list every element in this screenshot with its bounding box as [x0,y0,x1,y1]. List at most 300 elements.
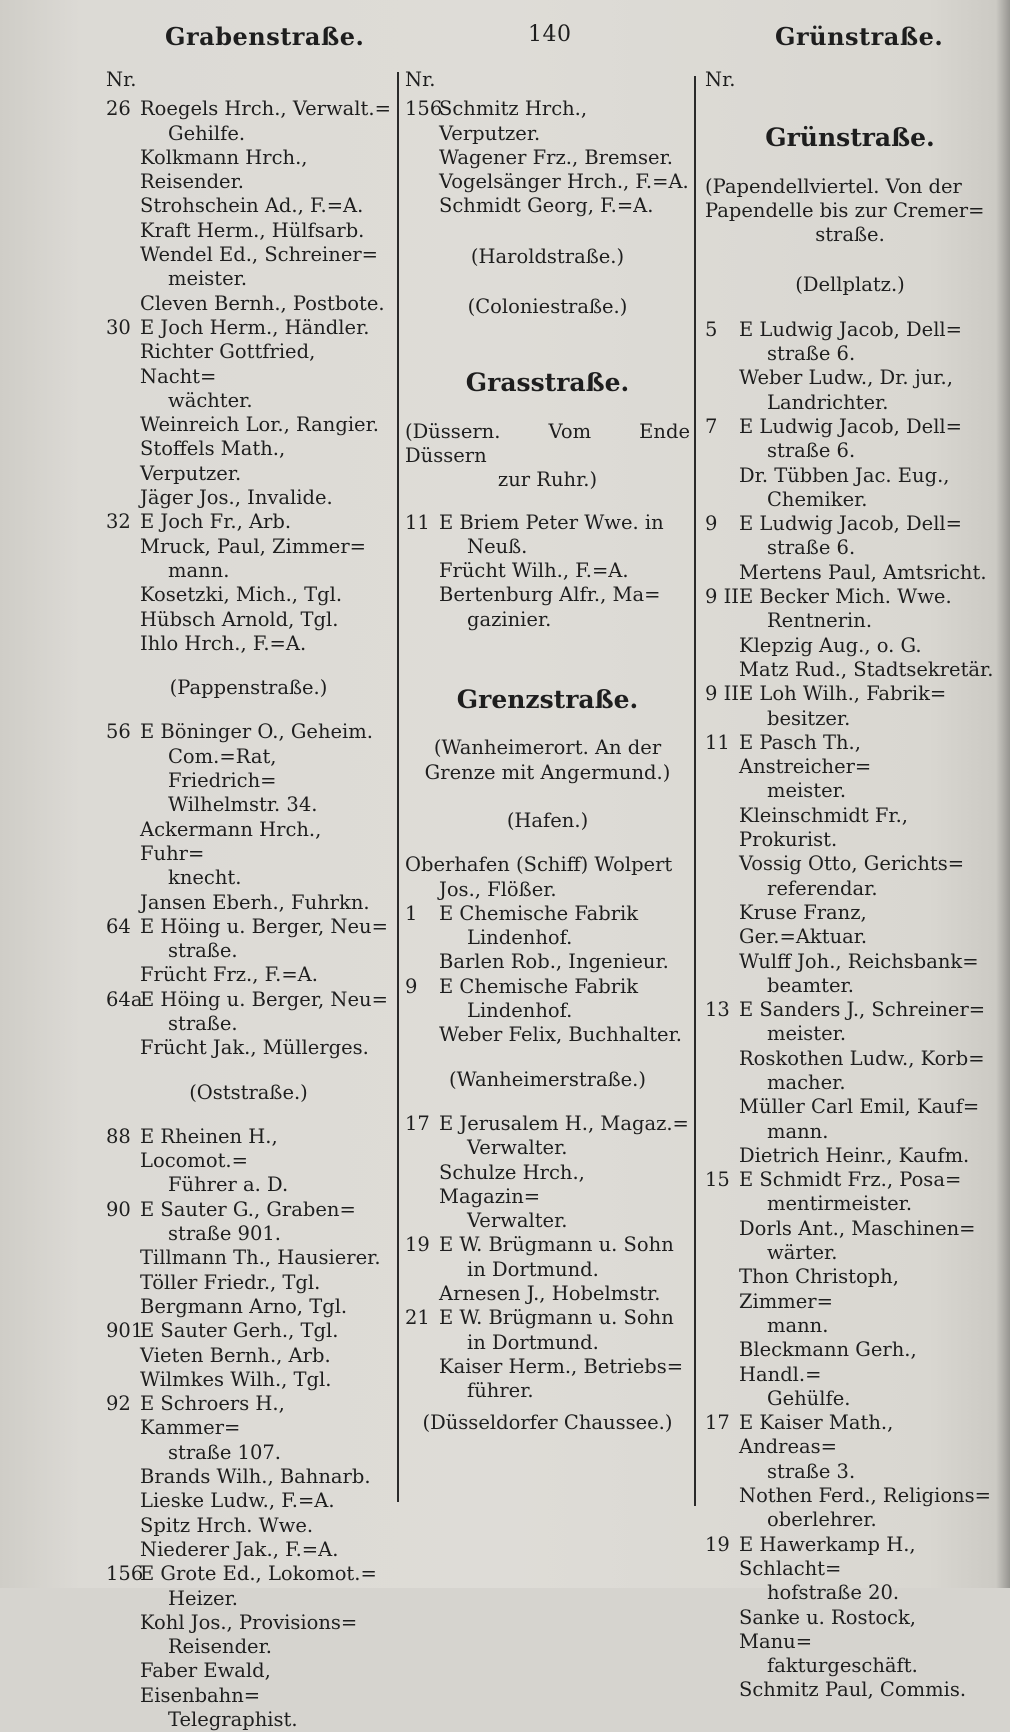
entry-line: E Sanders J., Schreiner= [739,998,986,1022]
entry-line: Vossig Otto, Gerichts= [739,852,965,876]
entry-text [140,1538,391,1562]
directory-entry [705,415,995,464]
entry-text [140,340,391,413]
directory-entry [705,634,995,658]
entry-text [439,1161,690,1234]
directory-entry [106,413,391,437]
entry-line: Roegels Hrch., Verwalt.= [140,97,391,121]
entry-continuation: straße 6. [767,439,856,463]
entry-continuation: Heizer. [168,1586,238,1610]
street-subheading: (Dellplatz.) [795,273,905,297]
entry-continuation: hofstraße 20. [767,1581,900,1605]
entry-line: Cleven Bernh., Postbote. [140,291,385,315]
spacer [405,493,690,511]
description-line: straße. [815,223,885,247]
directory-entry [106,1198,391,1247]
entry-list [705,318,995,1703]
entry-continuation: mann. [767,1119,829,1143]
nr-label: Nr. [405,68,436,91]
entry-text [739,1047,995,1096]
entry-continuation: Com.=Rat, Friedrich= [168,744,277,793]
entry-text [739,512,995,561]
entry-line: E Kaiser Math., Andreas= [739,1411,894,1459]
directory-entry [106,1271,391,1295]
entry-line: Kaiser Herm., Betriebs= [439,1354,684,1378]
entry-line: Müller Carl Emil, Kauf= [739,1095,980,1119]
entry-continuation: straße 3. [767,1459,856,1483]
entry-line: E Höing u. Berger, Neu= [140,914,388,938]
directory-entry [405,853,690,902]
entry-continuation: macher. [767,1070,846,1094]
entry-text [140,146,391,195]
entry-line: Schmidt Georg, F.=A. [439,194,654,218]
entry-text [140,988,391,1037]
entry-list [106,97,391,656]
directory-entry [705,1095,995,1144]
entry-text [439,1233,690,1282]
entry-line: Mruck, Paul, Zimmer= [140,534,367,558]
entry-text [439,1282,690,1306]
entry-text [140,1368,391,1392]
entry-text [140,1465,391,1489]
street-subheading: (Wanheimerstraße.) [449,1067,646,1091]
entry-text [140,1562,391,1611]
house-number: 32 [106,510,131,534]
column-rule-1 [397,72,399,1502]
house-number: 5 [705,317,718,341]
entry-line: Jäger Jos., Invalide. [140,486,333,510]
house-number: 15 [705,1168,730,1192]
directory-entry [705,1265,995,1338]
entry-text [439,975,690,1024]
entry-continuation: in Dortmund. [467,1330,599,1354]
entry-text [739,634,995,658]
directory-entry [705,1411,995,1484]
entry-line: E Joch Fr., Arb. [140,510,292,534]
entry-continuation: wächter. [168,388,253,412]
entry-continuation: Gehülfe. [767,1386,851,1410]
entry-line: Frücht Jak., Müllerges. [140,1036,369,1060]
entry-line: Nothen Ferd., Religions= [739,1484,991,1508]
entry-text [140,243,391,292]
directory-entry [705,658,995,682]
entry-line: E Jerusalem H., Magaz.= [439,1111,689,1135]
entry-text [439,583,690,632]
street-description [405,736,690,785]
entry-text [739,1411,995,1484]
directory-entry [106,1368,391,1392]
house-number: 13 [705,998,730,1022]
entry-text [140,316,391,340]
entry-continuation: Wilhelmstr. 34. [168,793,318,817]
entry-text [439,194,690,218]
directory-entry [705,1217,995,1266]
entry-line: Dorls Ant., Maschinen= [739,1216,976,1240]
directory-entry [705,1168,995,1217]
entry-line: Niederer Jak., F.=A. [140,1537,339,1561]
entry-text [140,1514,391,1538]
entry-line: Schulze Hrch., Magazin= [439,1160,585,1208]
entry-list [405,853,690,1047]
entry-text [439,1355,690,1404]
directory-entry [405,975,690,1024]
directory-entry [106,1562,391,1611]
entry-line: Mertens Paul, Amtsricht. [739,560,987,584]
entry-list [106,720,391,1060]
street-heading: Grenzstraße. [456,685,639,715]
entry-text [739,1144,995,1168]
directory-entry [106,891,391,915]
directory-entry [705,1606,995,1679]
entry-text [739,1095,995,1144]
directory-entry [405,902,690,951]
entry-text [739,1168,995,1217]
entry-text [739,731,995,804]
header-right-street: Grünstraße. [775,22,944,51]
directory-entry [405,950,690,974]
description-line: zur Ruhr.) [497,468,598,492]
directory-entry [106,1125,391,1198]
entry-line: E Chemische Fabrik [439,901,639,925]
house-number: 9 [405,974,418,998]
directory-entry [705,1678,995,1702]
entry-line: Ihlo Hrch., F.=A. [140,631,307,655]
directory-entry [106,608,391,632]
entry-line: E Chemische Fabrik [439,974,639,998]
house-number: 156 [106,1562,144,1586]
directory-entry [106,1344,391,1368]
entry-text [140,97,391,146]
entry-text [739,561,995,585]
column-rule-2 [694,76,696,1506]
entry-text [140,963,391,987]
entry-line: E W. Brügmann u. Sohn [439,1233,674,1257]
entry-line: Weinreich Lor., Rangier. [140,413,379,437]
house-number: 56 [106,720,131,744]
entry-line: Kruse Franz, Ger.=Aktuar. [739,900,868,949]
house-number: 64 [106,914,131,938]
entry-line: Kleinschmidt Fr., Prokurist. [739,803,908,852]
entry-continuation: gazinier. [467,607,552,631]
directory-entry [405,97,690,146]
street-subheading: (Oststraße.) [189,1080,308,1104]
directory-entry [106,818,391,891]
house-number: 11 [705,730,730,754]
house-number: 7 [705,414,718,438]
entry-line: Kohl Jos., Provisions= [140,1610,358,1634]
directory-entry [106,1538,391,1562]
entry-line: E Grote Ed., Lokomot.= [140,1562,377,1586]
house-number: 19 [405,1233,430,1257]
directory-entry [705,585,995,634]
entry-line: E Ludwig Jacob, Dell= [739,317,963,341]
entry-continuation: straße. [168,939,238,963]
entry-text [439,1306,690,1355]
entry-continuation: Reisender. [168,1635,272,1659]
entry-line: E Becker Mich. Wwe. [739,585,952,609]
entry-continuation: Lindenhof. [467,926,573,950]
description-line: (Papendellviertel. Von der [705,174,962,198]
directory-entry [405,170,690,194]
entry-text [739,585,995,634]
entry-text [140,818,391,891]
street-description [405,420,690,493]
entry-line: Frücht Wilh., F.=A. [439,559,629,583]
entry-text [739,682,995,731]
entry-line: Bergmann Arno, Tgl. [140,1294,348,1318]
entry-text [439,97,690,146]
description-line: Papendelle bis zur Cremer= [705,198,985,222]
directory-entry [106,583,391,607]
entry-line: Dietrich Heinr., Kaufm. [739,1143,970,1167]
directory-entry [705,1338,995,1411]
directory-entry [705,1047,995,1096]
directory-entry [106,219,391,243]
directory-entry [106,243,391,292]
directory-entry [106,1036,391,1060]
entry-continuation: meister. [168,267,248,291]
entry-list [405,97,690,218]
entry-text [140,1319,391,1343]
entry-line: Bleckmann Gerh., Handl.= [739,1338,917,1386]
entry-continuation: straße 107. [168,1440,281,1464]
entry-line: E Loh Wilh., Fabrik= [739,682,947,706]
entry-text [140,583,391,607]
directory-entry [705,464,995,513]
entry-continuation: Lindenhof. [467,999,573,1023]
entry-line: Richter Gottfried, Nacht= [140,340,316,388]
entry-text [140,1344,391,1368]
entry-continuation: mann. [168,558,230,582]
directory-entry [106,194,391,218]
entry-line: Kosetzki, Mich., Tgl. [140,583,343,607]
entry-text [140,510,391,534]
entry-line: Strohschein Ad., F.=A. [140,194,364,218]
entry-text [739,464,995,513]
entry-continuation: straße. [168,1011,238,1035]
directory-entry [405,1112,690,1161]
entry-text [439,1023,690,1047]
house-number: 88 [106,1124,131,1148]
entry-text [739,1484,995,1533]
entry-text [739,1533,995,1606]
entry-line: E Joch Herm., Händler. [140,315,370,339]
directory-entry [705,318,995,367]
entry-text [140,413,391,437]
directory-entry [705,1144,995,1168]
directory-entry [106,1246,391,1270]
entry-text [140,292,391,316]
street-description [705,175,995,248]
entry-text [739,901,995,950]
entry-line: Dr. Tübben Jac. Eug., [739,463,950,487]
directory-entry [405,1023,690,1047]
entry-text [439,950,690,974]
house-number: 11 [405,510,430,534]
entry-line: Sanke u. Rostock, Manu= [739,1605,916,1653]
entry-continuation: straße 6. [767,536,856,560]
entry-text [739,366,995,415]
directory-entry [405,511,690,560]
street-subheading: (Haroldstraße.) [470,244,625,268]
entry-line: E Höing u. Berger, Neu= [140,987,388,1011]
entry-line: E W. Brügmann u. Sohn [439,1306,674,1330]
entry-line: E Hawerkamp H., Schlacht= [739,1532,916,1580]
directory-entry [106,915,391,964]
entry-line: Vogelsänger Hrch., F.=A. [439,170,689,194]
entry-continuation: Jos., Flößer. [439,877,557,901]
entry-continuation: beamter. [767,973,854,997]
entry-line: Oberhafen (Schiff) Wolpert [405,853,673,877]
house-number: 19 [705,1532,730,1556]
entry-text [140,1295,391,1319]
entry-continuation: in Dortmund. [467,1257,599,1281]
entry-continuation: Gehilfe. [168,121,246,145]
entry-continuation: Neuß. [467,534,528,558]
entry-line: Spitz Hrch. Wwe. [140,1513,314,1537]
directory-entry [106,535,391,584]
entry-continuation: oberlehrer. [767,1508,877,1532]
entry-line: Schmitz Paul, Commis. [739,1678,967,1702]
entry-text [140,486,391,510]
directory-entry [106,1514,391,1538]
directory-entry [405,194,690,218]
entry-line: Barlen Rob., Ingenieur. [439,950,669,974]
house-number: 17 [405,1111,430,1135]
entry-continuation: mann. [767,1313,829,1337]
street-subheading: (Hafen.) [506,808,589,832]
nr-label: Nr. [705,68,736,91]
house-number: 1 [405,901,418,925]
entry-line: Jansen Eberh., Fuhrkn. [140,890,370,914]
entry-line: E Pasch Th., Anstreicher= [739,730,872,779]
house-number: 9 II [705,585,740,609]
directory-entry [405,1233,690,1282]
entry-continuation: meister. [767,779,847,803]
entry-text [140,1489,391,1513]
entry-continuation: knecht. [168,866,242,890]
entry-continuation: fakturgeschäft. [767,1654,918,1678]
entry-text [140,535,391,584]
entry-text [405,853,690,902]
entry-continuation: Rentnerin. [767,609,873,633]
entry-line: Ackermann Hrch., Fuhr= [140,817,322,865]
directory-entry [405,1355,690,1404]
entry-line: Faber Ewald, Eisenbahn= [140,1659,271,1707]
entry-text [439,146,690,170]
entry-line: E Sauter G., Graben= [140,1197,356,1221]
entry-line: E Ludwig Jacob, Dell= [739,512,963,536]
directory-entry [106,1319,391,1343]
entry-line: Schmitz Hrch., Verputzer. [439,97,588,145]
directory-entry [705,512,995,561]
entry-text [140,1198,391,1247]
directory-entry [705,1484,995,1533]
entry-line: Vieten Bernh., Arb. [140,1343,331,1367]
directory-entry [106,1295,391,1319]
directory-entry [106,1489,391,1513]
house-number: 30 [106,315,131,339]
entry-continuation: straße 6. [767,342,856,366]
entry-line: Wulff Joh., Reichsbank= [739,949,979,973]
entry-line: Matz Rud., Stadtsekretär. [739,657,994,681]
entry-line: Weber Felix, Buchhalter. [439,1023,682,1047]
street-heading: Grünstraße. [765,123,935,153]
entry-text [140,632,391,656]
house-number: 64a [106,987,143,1011]
entry-text [439,170,690,194]
nr-label: Nr. [106,68,137,91]
entry-continuation: wärter. [767,1241,838,1265]
entry-text [739,1265,995,1338]
column-1 [106,68,391,1732]
entry-line: E Böninger O., Geheim. [140,720,373,744]
entry-list [405,1112,690,1404]
entry-continuation: Verwalter. [467,1209,568,1233]
entry-line: Tillmann Th., Hausierer. [140,1246,381,1270]
entry-line: E Sauter Gerh., Tgl. [140,1319,339,1343]
entry-line: Frücht Frz., F.=A. [140,963,318,987]
column-2 [405,68,690,1456]
house-number: 26 [106,97,131,121]
entry-text [739,852,995,901]
entry-text [739,658,995,682]
entry-text [739,998,995,1047]
entry-line: Roskothen Ludw., Korb= [739,1046,985,1070]
entry-text [439,1112,690,1161]
directory-entry [405,146,690,170]
directory-entry [106,963,391,987]
entry-line: E Schroers H., Kammer= [140,1392,285,1440]
entry-text [140,1271,391,1295]
entry-text [140,608,391,632]
entry-continuation: straße 901. [168,1222,281,1246]
entry-continuation: referendar. [767,876,878,900]
directory-entry [106,1465,391,1489]
directory-entry [106,146,391,195]
entry-continuation: mentirmeister. [767,1192,913,1216]
entry-text [140,194,391,218]
entry-text [140,915,391,964]
entry-text [739,804,995,853]
entry-text [739,950,995,999]
entry-continuation: führer. [467,1379,534,1403]
directory-entry [705,950,995,999]
entry-text [140,1246,391,1270]
directory-entry [705,998,995,1047]
street-subheading: (Coloniestraße.) [467,295,628,319]
entry-line: Weber Ludw., Dr. jur., [739,366,953,390]
directory-entry [106,720,391,817]
entry-line: E Ludwig Jacob, Dell= [739,414,963,438]
directory-entry [405,583,690,632]
page-number: 140 [528,22,572,47]
entry-text [140,1392,391,1465]
entry-text [739,1678,995,1702]
entry-line: E Schmidt Frz., Posa= [739,1168,962,1192]
entry-continuation: Verwalter. [467,1136,568,1160]
directory-entry [405,559,690,583]
entry-line: E Rheinen H., Locomot.= [140,1124,278,1173]
house-number: 9 [705,512,718,536]
entry-text [739,1217,995,1266]
entry-continuation: besitzer. [767,706,851,730]
entry-line: Wendel Ed., Schreiner= [140,243,379,267]
directory-entry [106,340,391,413]
entry-line: E Briem Peter Wwe. in [439,510,664,534]
entry-line: Klepzig Aug., o. G. [739,633,922,657]
entry-text [739,1338,995,1411]
